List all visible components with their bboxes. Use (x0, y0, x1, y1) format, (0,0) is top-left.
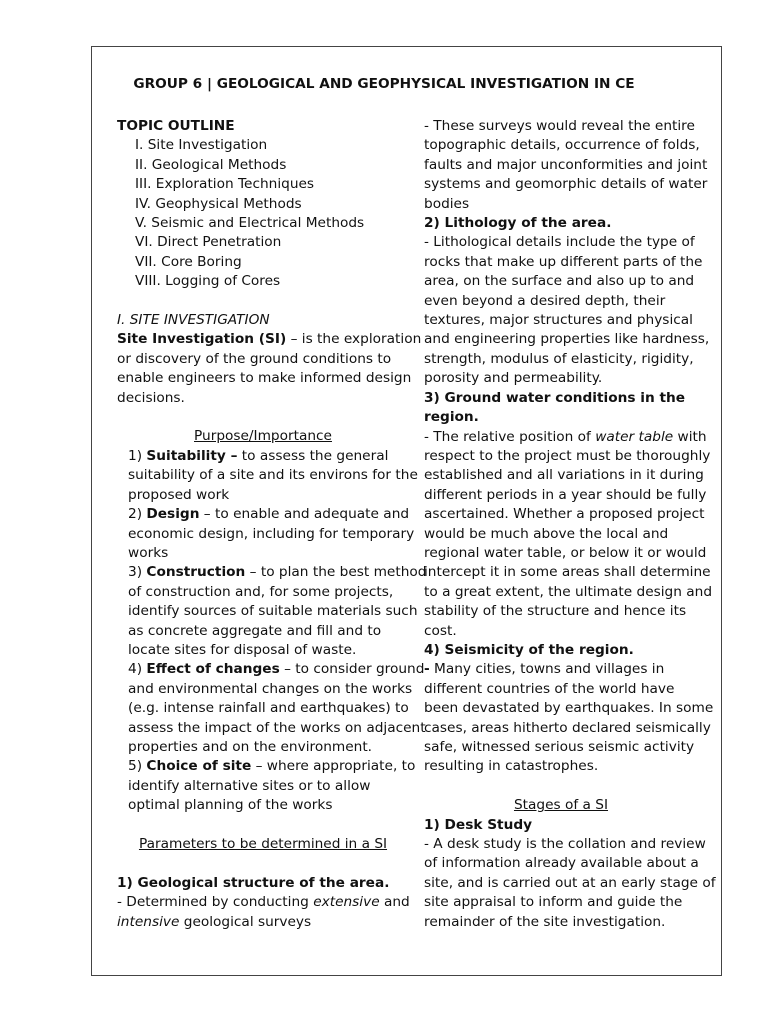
parameter-3-line: regional water table, or below it or would (424, 544, 707, 561)
parameter-3-line: ascertained. Whether a proposed project (424, 506, 705, 523)
parameter-3-line: cost. (424, 622, 457, 639)
parameter-4-line: safe, witnessed serious seismic activity (424, 739, 695, 755)
parameter-4-title: 4) Seismicity of the region. (424, 641, 634, 658)
parameter-3-line: to a great extent, the ultimate design and (424, 583, 713, 600)
left-column (117, 117, 427, 932)
site-definition-line: Site Investigation (SI) – is the exploration (117, 331, 422, 348)
parameter-3-line: established and all variations in it during (424, 467, 704, 484)
purpose-item-construction: 3) Construction – to plan the best method of construction and, for some projects, identify sources of suitable materials such as concrete aggregate and fill and to locate sites for disposal of waste. (128, 564, 427, 658)
parameter-3-title: region. (424, 409, 479, 426)
purpose-item-design: 2) Design – to enable and adequate and economic design, including for temporary works (128, 506, 415, 561)
parameter-3-line: stability of the structure and hence its (424, 603, 687, 620)
parameter-1-title: 1) Geological structure of the area. (117, 874, 390, 891)
parameter-1-cont: faults and major unconformities and joint (424, 156, 708, 173)
parameter-4-line: resulting in catastrophes. (424, 758, 599, 775)
parameter-1-cont: - These surveys would reveal the entire (424, 118, 695, 134)
parameter-2-line: strength, modulus of elasticity, rigidity, (424, 350, 694, 367)
parameter-1-cont: systems and geomorphic details of water (424, 176, 708, 193)
right-column (424, 117, 716, 932)
stage-1-line: of information already available about a (424, 855, 699, 872)
parameter-1-cont: bodies (424, 195, 470, 212)
stage-1-line: - A desk study is the collation and review (424, 836, 706, 853)
outline-list (117, 136, 409, 291)
parameter-2-line: even beyond a desired depth, their (424, 292, 666, 309)
parameter-1-line: intensive geological surveys (117, 913, 312, 930)
parameter-2-line: - Lithological details include the type of (424, 234, 695, 251)
term-site-investigation: Site Investigation (SI) (117, 331, 287, 348)
document-title: GROUP 6 | GEOLOGICAL AND GEOPHYSICAL INVESTIGATION IN CE (133, 76, 635, 92)
stage-1-line: site, and is carried out at an early stage of (424, 874, 716, 891)
parameters-heading: Parameters to be determined in a SI (138, 835, 388, 852)
outline-item: VII. Core Boring (135, 253, 242, 270)
parameter-4-line: been devastated by earthquakes. In some (424, 700, 714, 717)
stages-heading: Stages of a SI (513, 797, 609, 814)
parameter-4-line: - Many cities, towns and villages in (424, 661, 665, 678)
outline-item: I. Site Investigation (135, 137, 268, 154)
purpose-heading: Purpose/Importance (194, 428, 332, 445)
site-definition-line: enable engineers to make informed design (117, 370, 412, 387)
parameter-3-line: different periods in a year should be fully (424, 486, 707, 503)
stage-1-line: site appraisal to inform and guide the (424, 894, 683, 911)
parameter-3-line: intercept it in some areas shall determine (424, 564, 711, 581)
stage-1-line: remainder of the site investigation. (424, 913, 666, 930)
parameter-3-line: - The relative position of water table with (424, 428, 707, 445)
parameter-2-title: 2) Lithology of the area. (424, 215, 612, 232)
outline-item: III. Exploration Techniques (135, 176, 315, 193)
site-definition-line: or discovery of the ground conditions to (117, 350, 392, 367)
parameter-2-line: rocks that make up different parts of the (424, 253, 703, 270)
outline-item: V. Seismic and Electrical Methods (135, 215, 365, 232)
site-definition-line: decisions. (117, 389, 185, 406)
parameter-3-title: 3) Ground water conditions in the (424, 389, 686, 406)
parameter-4-line: different countries of the world have (424, 680, 675, 697)
outline-heading: TOPIC OUTLINE (117, 118, 235, 134)
outline-item: VIII. Logging of Cores (135, 273, 281, 290)
outline-item: II. Geological Methods (135, 156, 287, 173)
parameter-2-line: porosity and permeability. (424, 370, 603, 387)
parameter-3-line: respect to the project must be thoroughly (424, 447, 711, 464)
outline-item: VI. Direct Penetration (135, 234, 282, 251)
stage-1-title: 1) Desk Study (424, 816, 533, 833)
purpose-item-choice-of-site: 5) Choice of site – where appropriate, to identify alternative sites or to allow optimal planning of the works (128, 758, 416, 814)
parameter-2-line: and engineering properties like hardness, (424, 331, 710, 348)
parameter-4-line: cases, areas hitherto declared seismically (424, 719, 711, 736)
section-heading-site-investigation: I. SITE INVESTIGATION (117, 312, 270, 329)
purpose-item-effect-of-changes: 4) Effect of changes – to consider ground and environmental changes on the works (e.g. intense rainfall and earthquakes) to assess the impact of the works on adjacent properties and on the environment. (128, 661, 426, 755)
parameter-1-cont: topographic details, occurrence of folds, (424, 137, 700, 154)
parameter-2-line: textures, major structures and physical (424, 312, 693, 329)
outline-item: IV. Geophysical Methods (135, 195, 302, 212)
parameter-1-line: - Determined by conducting extensive and (117, 894, 410, 911)
parameter-2-line: area, on the surface and also up to and (424, 273, 695, 290)
purpose-item-suitability: 1) Suitability – to assess the general suitability of a site and its environs for the proposed work (128, 447, 418, 503)
parameter-3-line: would be much above the local and (424, 525, 669, 542)
